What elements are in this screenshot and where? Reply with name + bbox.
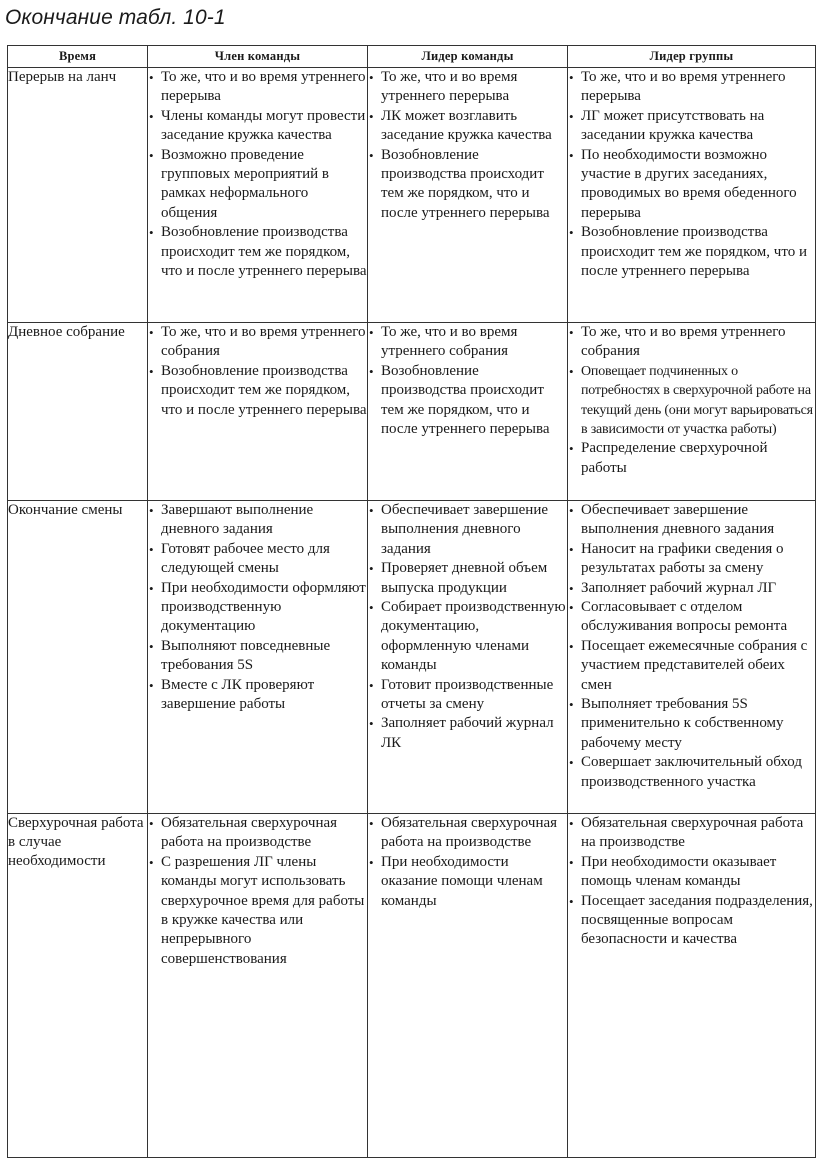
header-team-leader: Лидер команды	[368, 46, 568, 68]
time-cell: Сверхурочная работа в случае необходимости	[8, 814, 148, 1158]
list-item: • При необходимости оказывает помощь членам команды	[568, 853, 815, 892]
team-leader-cell	[368, 323, 568, 501]
group-leader-cell	[568, 501, 816, 814]
list-item: • Выполняет требования 5S применительно к собственному рабочему месту	[568, 695, 815, 753]
list-item: • Возможно проведение групповых мероприятий в рамках неформального общения	[148, 146, 367, 224]
header-member: Член команды	[148, 46, 368, 68]
team-leader-cell	[368, 68, 568, 323]
list-item: • С разрешения ЛГ члены команды могут использовать сверхурочное время для работы в кружке качества или непрерывного совершенствования	[148, 853, 367, 969]
list-item: • ЛГ может присутствовать на заседании кружка качества	[568, 107, 815, 146]
list-item: • Посещает заседания подразделения, посвященные вопросам безопасности и качества	[568, 892, 815, 950]
list-item: • Возобновление производства происходит тем же порядком, что и после утреннего перерыва	[368, 362, 567, 440]
list-item: • Завершают выполнение дневного задания	[148, 501, 367, 540]
list-item: • Вместе с ЛК проверяют завершение работы	[148, 676, 367, 715]
list-item: • Наносит на графики сведения о результатах работы за смену	[568, 540, 815, 579]
header-time: Время	[8, 46, 148, 68]
team-leader-cell	[368, 814, 568, 1158]
list-item: • Собирает производственную документацию, оформленную членами команды	[368, 598, 567, 676]
list-item: • Заполняет рабочий журнал ЛК	[368, 714, 567, 753]
list-item: • Возобновление производства происходит тем же порядком, что и после утреннего перерыва	[148, 223, 367, 281]
list-item: • Заполняет рабочий журнал ЛГ	[568, 579, 815, 598]
table-row-day-meeting	[8, 323, 816, 501]
team-leader-cell	[368, 501, 568, 814]
time-cell: Перерыв на ланч	[8, 68, 148, 323]
table-row-shift-end	[8, 501, 816, 814]
list-item: • При необходимости оказание помощи членам команды	[368, 853, 567, 911]
list-item: • Распределение сверхурочной работы	[568, 439, 815, 478]
list-item: • Обязательная сверхурочная работа на производстве	[368, 814, 567, 853]
list-item: • Возобновление производства происходит тем же порядком, что и после утреннего перерыва	[368, 146, 567, 224]
list-item: • Готовит производственные отчеты за смену	[368, 676, 567, 715]
list-item: • То же, что и во время утреннего собрания	[568, 323, 815, 362]
list-item: • То же, что и во время утреннего собрания	[368, 323, 567, 362]
member-cell	[148, 323, 368, 501]
list-item: • Посещает ежемесячные собрания с участием представителей обеих смен	[568, 637, 815, 695]
group-leader-cell	[568, 323, 816, 501]
group-leader-cell	[568, 814, 816, 1158]
list-item: • То же, что и во время утреннего перерыва	[148, 68, 367, 107]
time-cell: Дневное собрание	[8, 323, 148, 501]
header-group-leader: Лидер группы	[568, 46, 816, 68]
list-item: • По необходимости возможно участие в других заседаниях, проводимых во время обеденного перерыва	[568, 146, 815, 224]
list-item: • Согласовывает с отделом обслуживания вопросы ремонта	[568, 598, 815, 637]
list-item: • Обеспечивает завершение выполнения дневного задания	[368, 501, 567, 559]
list-item: • То же, что и во время утреннего собрания	[148, 323, 367, 362]
list-item: • ЛК может возглавить заседание кружка качества	[368, 107, 567, 146]
member-cell	[148, 68, 368, 323]
duties-table	[7, 45, 816, 1158]
header-row	[8, 46, 816, 68]
list-item: • Обеспечивает завершение выполнения дневного задания	[568, 501, 815, 540]
member-cell	[148, 501, 368, 814]
list-item: • При необходимости оформляют производственную документацию	[148, 579, 367, 637]
table-row-lunch	[8, 68, 816, 323]
list-item: • Обязательная сверхурочная работа на производстве	[148, 814, 367, 853]
table-caption: Окончание табл. 10-1	[5, 6, 226, 29]
list-item: • Возобновление производства происходит тем же порядком, что и после утреннего перерыва	[568, 223, 815, 281]
member-cell	[148, 814, 368, 1158]
table-row-overtime	[8, 814, 816, 1158]
list-item: • Выполняют повседневные требования 5S	[148, 637, 367, 676]
list-item: • То же, что и во время утреннего перерыва	[368, 68, 567, 107]
list-item: • Оповещает подчиненных о потребностях в сверхурочной работе на текущий день (они могут варьироваться в зависимости от участка работы)	[568, 362, 815, 440]
time-cell: Окончание смены	[8, 501, 148, 814]
list-item: • Совершает заключительный обход производственного участка	[568, 753, 815, 792]
list-item: • Проверяет дневной объем выпуска продукции	[368, 559, 567, 598]
list-item: • Обязательная сверхурочная работа на производстве	[568, 814, 815, 853]
list-item: • Готовят рабочее место для следующей смены	[148, 540, 367, 579]
list-item: • То же, что и во время утреннего перерыва	[568, 68, 815, 107]
list-item: • Возобновление производства происходит тем же порядком, что и после утреннего перерыва	[148, 362, 367, 420]
list-item: • Члены команды могут провести заседание кружка качества	[148, 107, 367, 146]
group-leader-cell	[568, 68, 816, 323]
